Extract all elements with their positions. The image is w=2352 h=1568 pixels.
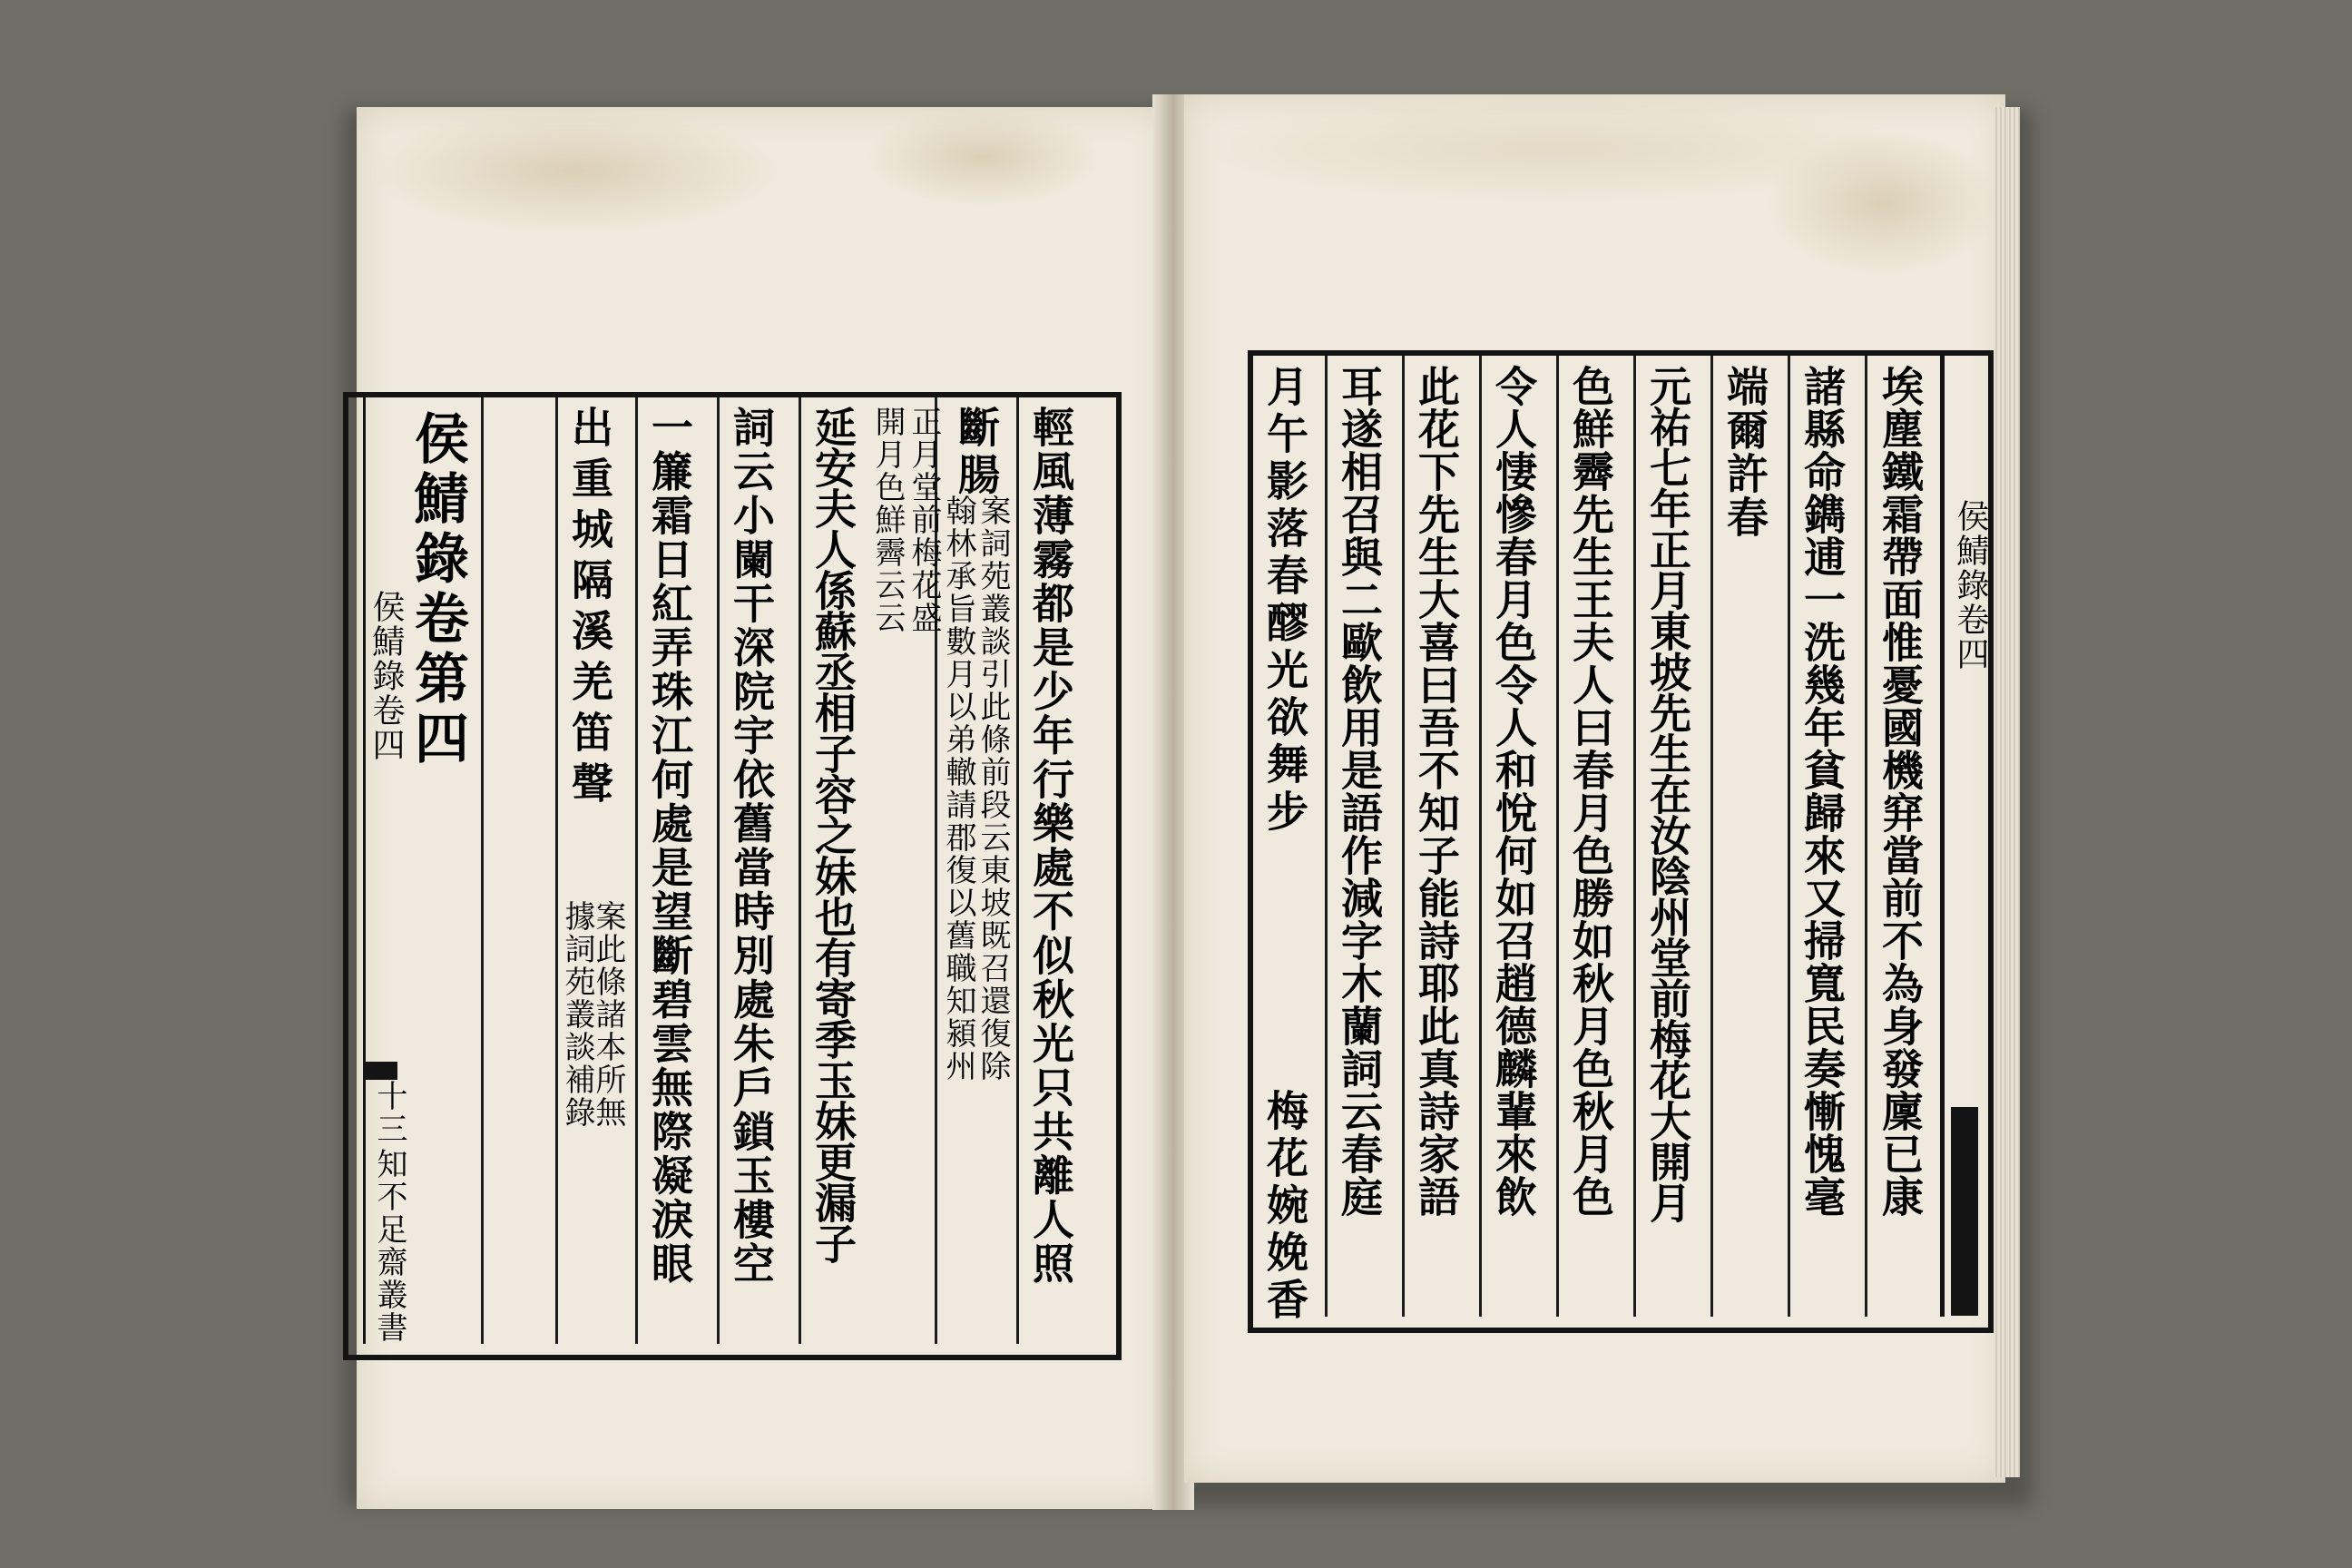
banxin-page-number: 十三	[371, 1080, 407, 1145]
column-rule	[555, 397, 558, 1344]
column-rule	[635, 397, 638, 1344]
column-rule	[481, 397, 484, 1344]
column-rule	[1710, 356, 1713, 1317]
column-rule	[1325, 356, 1328, 1317]
column-rule	[1788, 356, 1790, 1317]
text-column: 耳遂相召與二歐飲用是語作減字木蘭詞云春庭	[1335, 365, 1384, 1218]
text-column: 月午影落春醪光欲舞步	[1260, 365, 1309, 837]
text-column: 輕風薄霧都是少年行樂處不似秋光只共離人照	[1026, 406, 1075, 1286]
column-rule	[1479, 356, 1482, 1317]
water-stain	[865, 107, 1101, 207]
column-rule	[1865, 356, 1867, 1317]
column-rule	[1633, 356, 1636, 1317]
text-column: 端爾許春	[1720, 365, 1769, 539]
column-rule	[1556, 356, 1559, 1317]
banxin-black-mouth	[1951, 1107, 1978, 1316]
banxin-border	[1940, 356, 1945, 1317]
banxin-title: 侯鯖錄卷四	[1952, 499, 1989, 671]
volume-title: 侯鯖錄卷第四	[406, 410, 469, 769]
text-column: 令人悽慘春月色令人和悅何如召趙德麟輩來飲	[1489, 365, 1538, 1218]
water-stain	[366, 107, 783, 234]
annotation-column: 翰林承旨數月以弟轍請郡復以舊職知潁州	[940, 495, 976, 1083]
water-stain	[1765, 131, 2001, 276]
text-column: 延安夫人係蘇丞相子容之妹也有寄季玉妹更漏子	[808, 406, 858, 1263]
column-rule	[717, 397, 720, 1344]
page-edges	[1993, 107, 2020, 1477]
text-column: 諸縣命鐫逋一洗幾年貧歸來又掃寬民奏慚愧毫	[1798, 365, 1847, 1218]
text-column: 梅花婉娩香	[1260, 1089, 1309, 1325]
annotation-column: 正月堂前梅花盛	[906, 406, 942, 634]
text-column: 斷腸	[952, 406, 1001, 500]
text-column: 元祐七年正月東坡先生在汝陰州堂前梅花大開月	[1643, 365, 1692, 1222]
text-column: 此花下先生大喜曰吾不知子能詩耶此真詩家語	[1412, 365, 1461, 1218]
banxin-title: 侯鯖錄卷四	[368, 590, 405, 762]
banxin-studio: 知不足齋叢書	[371, 1148, 407, 1344]
text-column: 埃塵鐵霜帶面惟憂國機穽當前不為身發廩已康	[1876, 365, 1925, 1218]
banxin-border	[348, 397, 366, 1344]
text-column: 一簾霜日紅弄珠江何處是望斷碧雲無際凝淚眼	[645, 406, 694, 1286]
text-column: 色鮮霽先生王夫人曰春月色勝如秋月色秋月色	[1566, 365, 1615, 1218]
column-rule	[1402, 356, 1405, 1317]
annotation-column: 案此條諸本所無	[590, 900, 626, 1129]
annotation-column: 開月色鮮霽云云	[869, 406, 906, 634]
column-rule	[799, 397, 801, 1344]
fishtail-mark	[365, 1062, 397, 1080]
annotation-column: 案詞苑叢談引此條前段云東坡既召還復除	[975, 495, 1011, 1083]
column-rule	[1016, 397, 1019, 1344]
annotation-column: 據詞苑叢談補錄	[559, 900, 595, 1129]
text-column: 詞云小闌干深院宇依舊當時別處朱戶鎖玉樓空	[727, 406, 776, 1286]
text-column: 出重城隔溪羌笛聲	[565, 406, 614, 812]
